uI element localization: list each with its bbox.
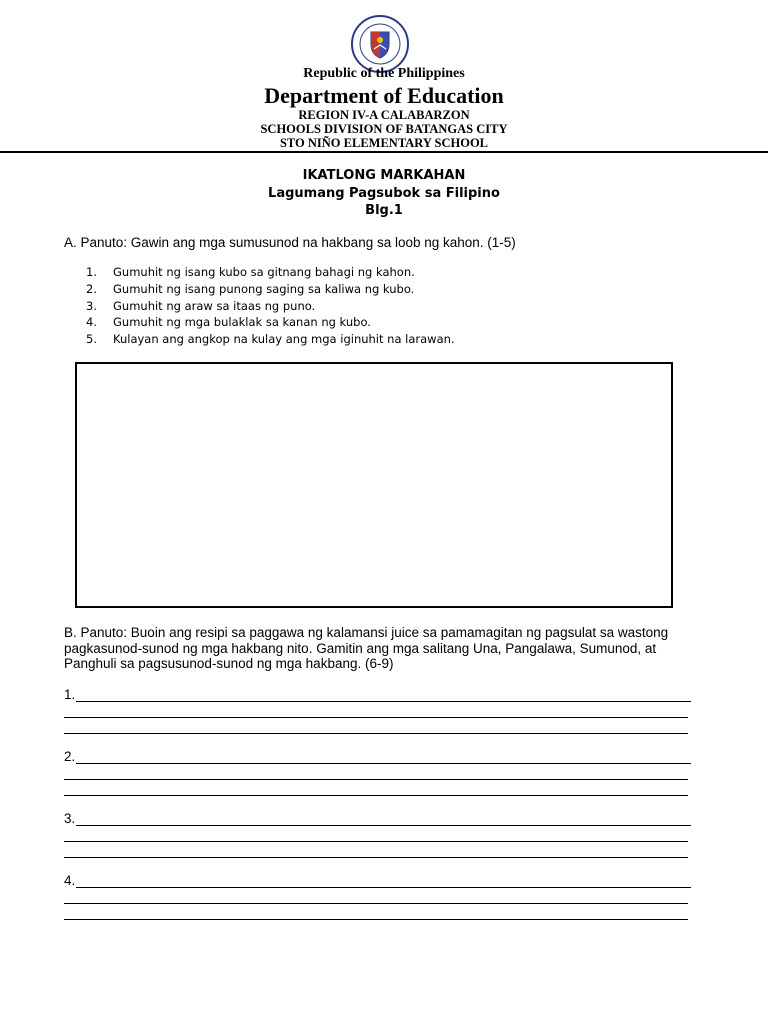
header-divider — [0, 151, 768, 153]
answer-line[interactable] — [64, 718, 688, 734]
answer-item — [64, 810, 694, 858]
answer-item — [64, 872, 694, 920]
deped-seal-icon — [350, 14, 410, 74]
step-number: 3. — [86, 298, 97, 313]
answer-number: 3. — [64, 811, 76, 826]
step-text: Gumuhit ng araw sa itaas ng puno. — [113, 298, 316, 313]
step-item — [86, 281, 455, 298]
drawing-box[interactable] — [75, 362, 673, 608]
answer-line[interactable] — [64, 764, 688, 780]
part-a-instruction: A. Panuto: Gawin ang mga sumusunod na hakbang sa loob ng kahon. (1-5) — [64, 235, 516, 250]
step-number: 2. — [86, 281, 97, 296]
step-text: Gumuhit ng mga bulaklak sa kanan ng kubo. — [113, 315, 371, 330]
header-school: STO NIÑO ELEMENTARY SCHOOL — [279, 136, 489, 150]
answer-line[interactable] — [76, 689, 691, 702]
answer-line[interactable] — [64, 888, 688, 904]
answer-item — [64, 748, 694, 796]
step-number: 1. — [86, 265, 97, 279]
answer-number: 1. — [64, 687, 76, 702]
step-text: Gumuhit ng isang kubo sa gitnang bahagi ng kahon. — [113, 265, 415, 279]
step-item — [86, 331, 455, 348]
header-region: REGION IV-A CALABARZON — [298, 108, 470, 122]
step-text: Kulayan ang angkop na kulay ang mga iginuhit na larawan. — [113, 332, 455, 347]
step-number: 4. — [86, 315, 97, 330]
header-department: Department of Education — [264, 83, 504, 108]
step-item — [86, 298, 455, 315]
part-a-steps — [86, 264, 455, 348]
answer-line[interactable] — [64, 826, 688, 842]
step-item — [86, 264, 455, 281]
test-quarter: IKATLONG MARKAHAN — [302, 168, 466, 183]
step-item — [86, 314, 455, 331]
answer-line[interactable] — [64, 780, 688, 796]
answer-number: 2. — [64, 749, 76, 764]
step-number: 5. — [86, 332, 97, 347]
header-division: SCHOOLS DIVISION OF BATANGAS CITY — [260, 122, 508, 136]
step-text: Gumuhit ng isang punong saging sa kaliwa ng kubo. — [113, 281, 415, 296]
answer-line[interactable] — [76, 751, 691, 764]
answer-line[interactable] — [64, 904, 688, 920]
test-title: Lagumang Pagsubok sa Filipino — [268, 186, 500, 201]
answer-line[interactable] — [76, 813, 691, 826]
answer-item — [64, 686, 694, 734]
answer-line[interactable] — [64, 842, 688, 858]
answer-line[interactable] — [76, 875, 691, 888]
part-b-instruction: B. Panuto: Buoin ang resipi sa paggawa ng kalamansi juice sa pamamagitan ng pagsulat sa wastong pagkasunod-sunod ng mga hakbang nito. Gamitin ang mga salitang Una, Pangalawa, Sumunod, at Panghuli sa pagsusunod-sunod ng mga hakbang. (6-9) — [64, 625, 669, 671]
header-republic: Republic of the Philippines — [303, 66, 465, 81]
test-number: Blg.1 — [365, 203, 403, 218]
answer-line[interactable] — [64, 702, 688, 718]
answer-number: 4. — [64, 873, 76, 888]
